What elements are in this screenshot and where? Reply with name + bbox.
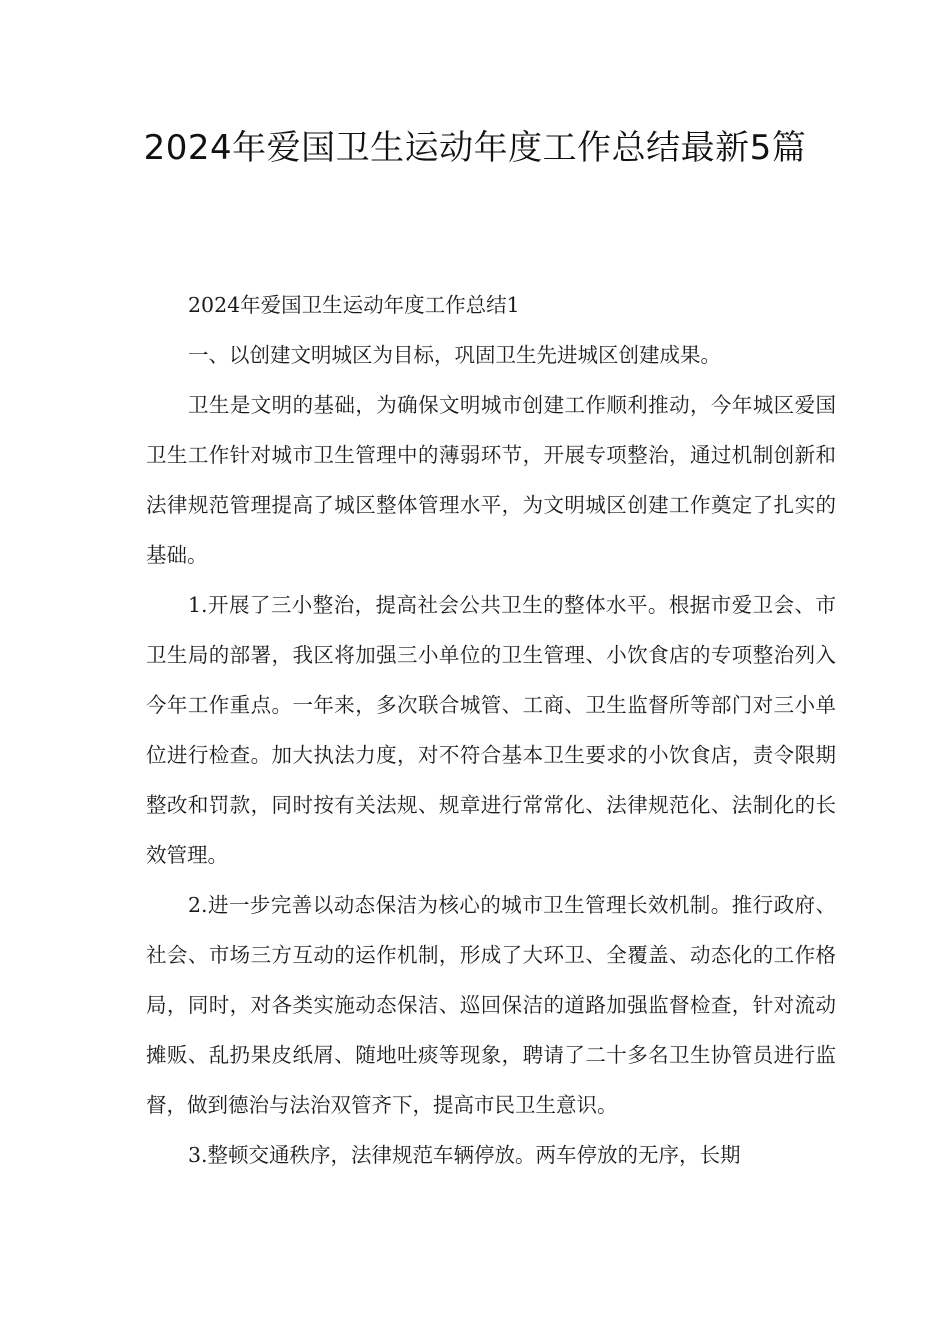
paragraph: 一、以创建文明城区为目标，巩固卫生先进城区创建成果。 [188,343,721,367]
paragraph: 3.整顿交通秩序，法律规范车辆停放。两车停放的无序，长期 [188,1143,741,1167]
document-body [146,280,836,1180]
section-heading: 2024年爱国卫生运动年度工作总结1 [188,293,520,317]
paragraph: 1.开展了三小整治，提高社会公共卫生的整体水平。根据市爱卫会、市卫生局的部署，我区将加强三小单位的卫生管理、小饮食店的专项整治列入今年工作重点。一年来，多次联合城管、工商、卫生监督所等部门对三小单位进行检查。加大执法力度，对不符合基本卫生要求的小饮食店，责令限期整改和罚款，同时按有关法规、规章进行常常化、法律规范化、法制化的长效管理。 [146,593,836,867]
paragraph: 卫生是文明的基础，为确保文明城市创建工作顺利推动，今年城区爱国卫生工作针对城市卫生管理中的薄弱环节，开展专项整治，通过机制创新和法律规范管理提高了城区整体管理水平，为文明城区创建工作奠定了扎实的基础。 [146,393,836,567]
document-title: 2024年爱国卫生运动年度工作总结最新5篇 [143,128,807,168]
paragraph: 2.进一步完善以动态保洁为核心的城市卫生管理长效机制。推行政府、社会、市场三方互动的运作机制，形成了大环卫、全覆盖、动态化的工作格局，同时，对各类实施动态保洁、巡回保洁的道路加强监督检查，针对流动摊贩、乱扔果皮纸屑、随地吐痰等现象，聘请了二十多名卫生协管员进行监督，做到德治与法治双管齐下，提高市民卫生意识。 [146,893,836,1117]
